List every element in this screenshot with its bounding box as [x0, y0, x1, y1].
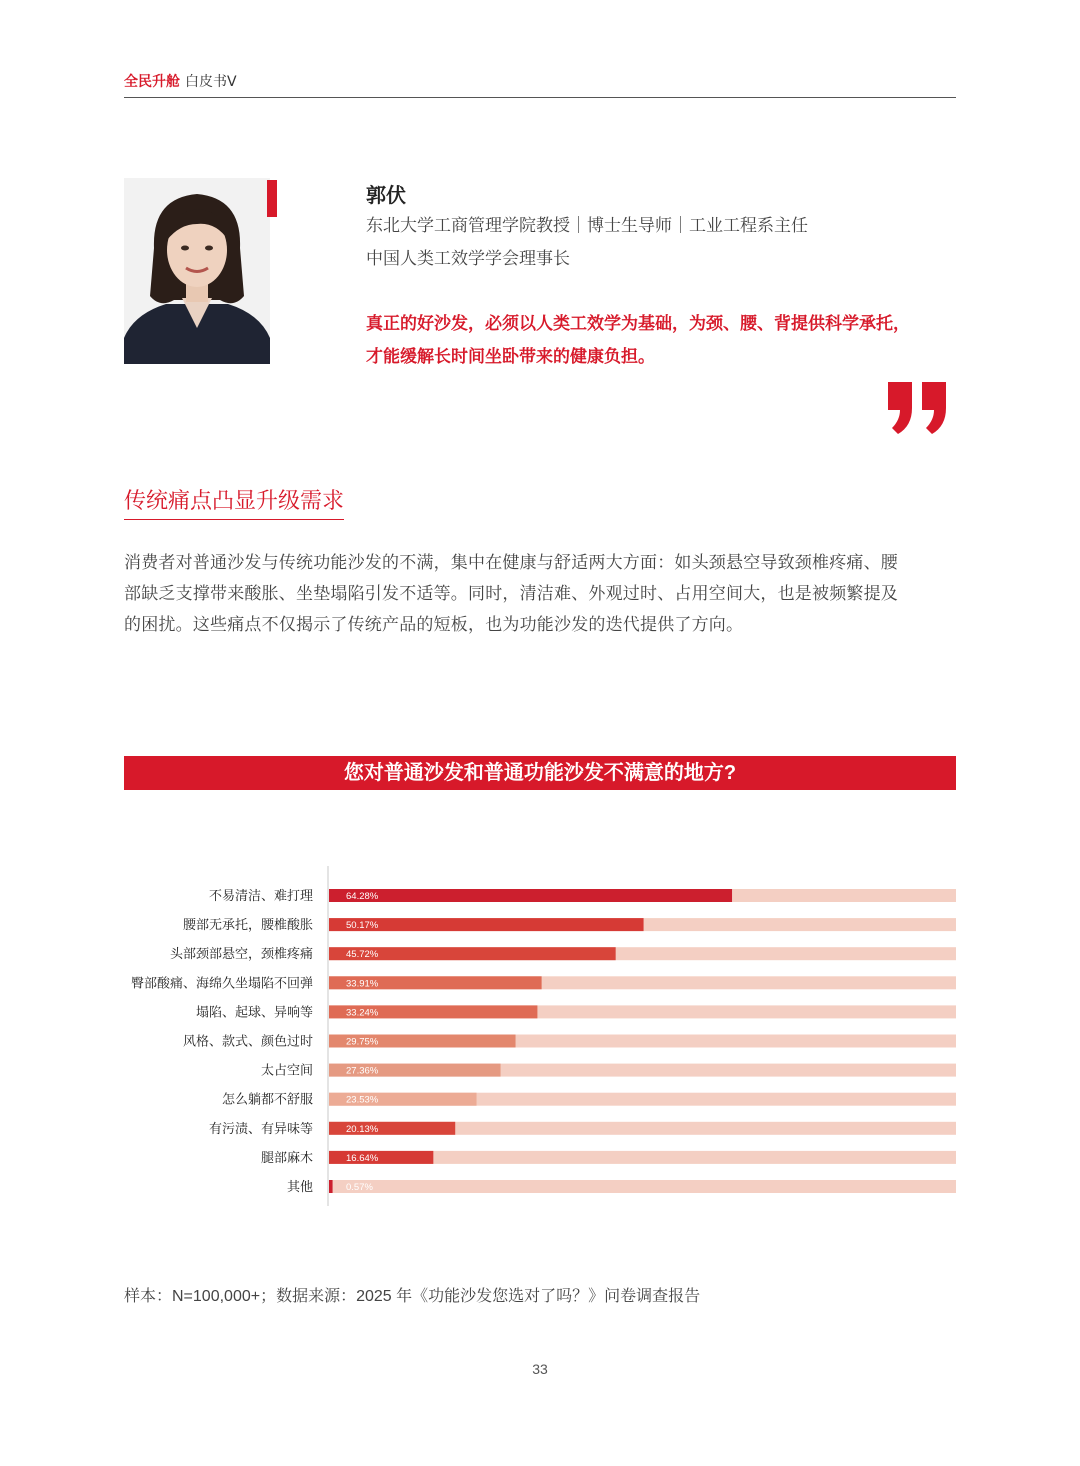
bar-value-label: 45.72%: [346, 949, 379, 961]
bar-value-label: 27.36%: [346, 1065, 379, 1077]
bar-value-label: 20.13%: [346, 1123, 379, 1135]
bar: [329, 889, 732, 902]
bar-track: [329, 1180, 956, 1193]
bar-value-label: 64.28%: [346, 891, 379, 902]
profile-affiliation: 中国人类工效学学会理事长: [366, 249, 570, 268]
category-label: 臀部酸痛、海绵久坐塌陷不回弹: [130, 975, 313, 991]
bar-value-label: 50.17%: [346, 920, 379, 932]
paragraph-line: 的困扰。这些痛点不仅揭示了传统产品的短板，也为功能沙发的迭代提供了方向。: [124, 615, 744, 634]
category-label: 风格、款式、颜色过时: [182, 1033, 313, 1049]
category-label: 其他: [286, 1179, 313, 1194]
profile-name: 郭伏: [366, 185, 406, 207]
category-label: 不易清洁、难打理: [208, 888, 313, 903]
bar-value-label: 33.24%: [346, 1007, 379, 1019]
header-subtitle: 白皮书Ⅴ: [185, 73, 237, 89]
category-label: 太占空间: [260, 1062, 313, 1078]
category-label: 塌陷、起球、异响等: [195, 1004, 313, 1020]
page-number: 33: [532, 1361, 548, 1377]
bar-value-label: 33.91%: [346, 978, 379, 990]
chart-title: 您对普通沙发和普通功能沙发不满意的地方?: [124, 756, 956, 790]
category-label: 腰部无承托，腰椎酸胀: [182, 917, 313, 933]
bar: [329, 1151, 433, 1164]
bar-value-label: 29.75%: [346, 1036, 379, 1048]
bar-value-label: 16.64%: [346, 1152, 379, 1164]
paragraph-line: 部缺乏支撑带来酸胀、坐垫塌陷引发不适等。同时，清洁难、外观过时、占用空间大，也是被频繁提及: [124, 584, 898, 603]
category-label: 头部颈部悬空，颈椎疼痛: [169, 946, 313, 962]
quote-line-2: 才能缓解长时间坐卧带来的健康负担。: [366, 347, 655, 366]
bar-value-label: 0.57%: [346, 1182, 373, 1193]
section-title: 传统痛点凸显升级需求: [124, 484, 344, 520]
category-label: 怎么躺都不舒服: [221, 1091, 313, 1107]
category-label: 腿部麻木: [260, 1149, 313, 1165]
quote-line-1: 真正的好沙发，必须以人类工效学为基础，为颈、腰、背提供科学承托，: [366, 314, 910, 333]
paragraph-line: 消费者对普通沙发与传统功能沙发的不满，集中在健康与舒适两大方面：如头颈悬空导致颈椎疼痛、腰: [124, 553, 898, 572]
header-brand: 全民升舱: [124, 73, 180, 89]
category-label: 有污渍、有异味等: [208, 1120, 313, 1136]
bar: [329, 1180, 333, 1193]
bar-value-label: 23.53%: [346, 1094, 379, 1106]
profile-title: 东北大学工商管理学院教授｜博士生导师｜工业工程系主任: [366, 216, 808, 235]
source-footnote: 样本：N=100,000+；数据来源：2025 年《功能沙发您选对了吗？》问卷调查报告: [124, 1288, 701, 1305]
